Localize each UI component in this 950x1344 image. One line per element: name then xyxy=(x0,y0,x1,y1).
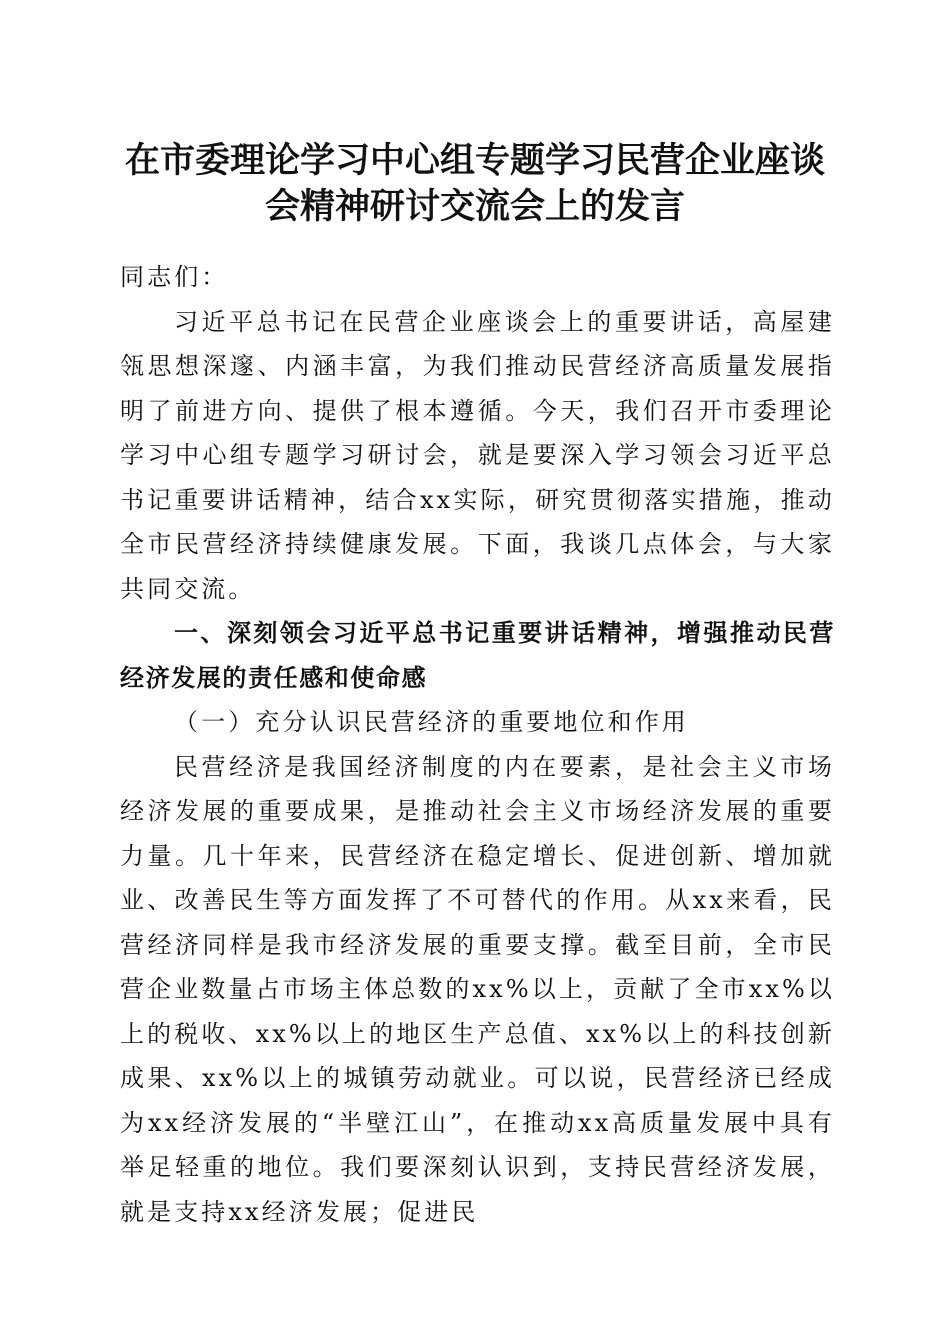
title-line-1: 在市委理论学习中心组专题学习民营企业座谈 xyxy=(124,140,825,181)
salutation: 同志们： xyxy=(120,263,229,291)
section-heading-1: 一、深刻领会习近平总书记重要讲话精神，增强推动民营经济发展的责任感和使命感 xyxy=(120,619,835,692)
document-body xyxy=(120,255,835,1234)
body-paragraph-1-1: 民营经济是我国经济制度的内在要素，是社会主义市场经济发展的重要成果，是推动社会主义市场经济发展的重要力量。几十年来，民营经济在稳定增长、促进创新、增加就业、改善民生等方面发挥了不可替代的作用。从xx来看，民营经济同样是我市经济发展的重要支撑。截至目前，全市民营企业数量占市场主体总数的xx%以上，贡献了全市xx%以上的税收、xx%以上的地区生产总值、xx%以上的科技创新成果、xx%以上的城镇劳动就业。可以说，民营经济已经成为xx经济发展的“半壁江山”，在推动xx高质量发展中具有举足轻重的地位。我们要深刻认识到，支持民营经济发展，就是支持xx经济发展；促进民 xyxy=(120,752,835,1226)
document-title xyxy=(100,138,850,230)
subsection-heading-1-1: （一）充分认识民营经济的重要地位和作用 xyxy=(174,708,689,736)
title-line-2: 会精神研讨交流会上的发言 xyxy=(264,186,685,227)
intro-paragraph: 习近平总书记在民营企业座谈会上的重要讲话，高屋建瓴思想深邃、内涵丰富，为我们推动民营经济高质量发展指明了前进方向、提供了根本遵循。今天，我们召开市委理论学习中心组专题学习研讨会，就是要深入学习领会习近平总书记重要讲话精神，结合xx实际，研究贯彻落实措施，推动全市民营经济持续健康发展。下面，我谈几点体会，与大家共同交流。 xyxy=(120,307,835,603)
